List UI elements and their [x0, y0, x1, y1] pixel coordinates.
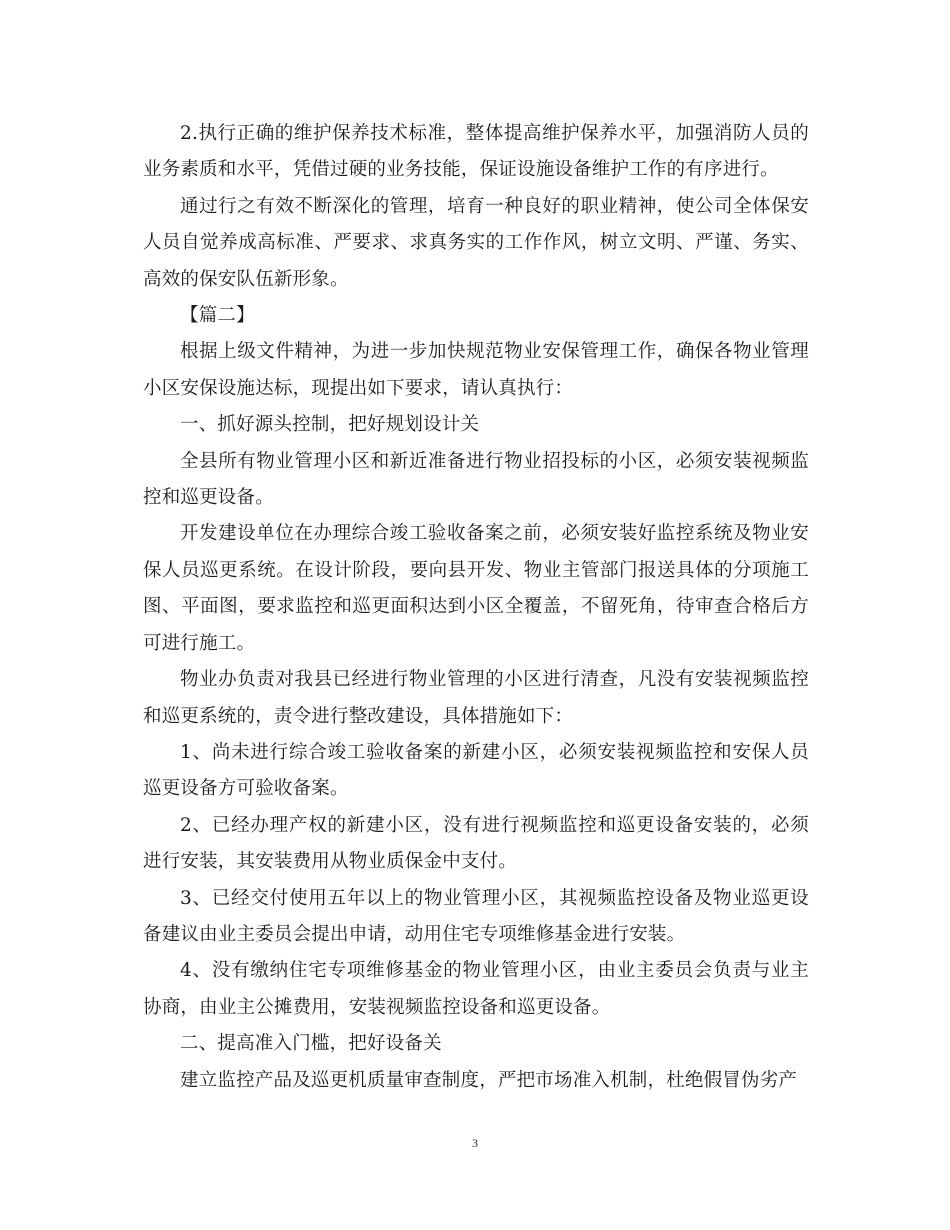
- document-body: [143, 116, 809, 1099]
- paragraph-intro-requirements: 根据上级文件精神，为进一步加快规范物业安保管理工作，确保各物业管理小区安保设施达标，现提出如下要求，请认真执行：: [143, 341, 809, 399]
- section-heading-part-two: 【篇二】: [180, 305, 255, 327]
- paragraph-quality-review: 建立监控产品及巡更机质量审查制度，严把市场准入机制，杜绝假冒伪劣产: [180, 1069, 798, 1091]
- heading-source-control: 一、抓好源头控制，把好规划设计关: [180, 414, 480, 436]
- paragraph-developer-requirements: 开发建设单位在办理综合竣工验收备案之前，必须安装好监控系统及物业安保人员巡更系统。在设计阶段，要向县开发、物业主管部门报送具体的分项施工图、平面图，要求监控和巡更面积达到小区全覆盖，不留死角，待审查合格后方可进行施工。: [143, 523, 809, 654]
- list-item-1: 1、尚未进行综合竣工验收备案的新建小区，必须安装视频监控和安保人员巡更设备方可验收备案。: [143, 741, 809, 800]
- paragraph-management-spirit: 通过行之有效不断深化的管理，培育一种良好的职业精神，使公司全体保安人员自觉养成高标准、严要求、求真务实的工作作风，树立文明、严谨、务实、高效的保安队伍新形象。: [143, 195, 809, 290]
- list-item-3: 3、已经交付使用五年以上的物业管理小区，其视频监控设备及物业巡更设备建议由业主委员会提出申请，动用住宅专项维修基金进行安装。: [143, 887, 809, 945]
- heading-equipment-threshold: 二、提高准入门槛，把好设备关: [180, 1033, 442, 1055]
- paragraph-property-office-inspection: 物业办负责对我县已经进行物业管理的小区进行清查，凡没有安装视频监控和巡更系统的，责令进行整改建设，具体措施如下：: [143, 669, 809, 727]
- list-item-2: 2、已经办理产权的新建小区，没有进行视频监控和巡更设备安装的，必须进行安装，其安装费用从物业质保金中支付。: [143, 814, 809, 873]
- list-item-4: 4、没有缴纳住宅专项维修基金的物业管理小区，由业主委员会负责与业主协商，由业主公摊费用，安装视频监控设备和巡更设备。: [143, 960, 809, 1018]
- paragraph-maintenance-standards: 2.执行正确的维护保养技术标准，整体提高维护保养水平，加强消防人员的业务素质和水平，凭借过硬的业务技能，保证设施设备维护工作的有序进行。: [143, 123, 809, 181]
- page-number: 3: [472, 1136, 478, 1150]
- paragraph-all-communities: 全县所有物业管理小区和新近准备进行物业招投标的小区，必须安装视频监控和巡更设备。: [143, 450, 809, 509]
